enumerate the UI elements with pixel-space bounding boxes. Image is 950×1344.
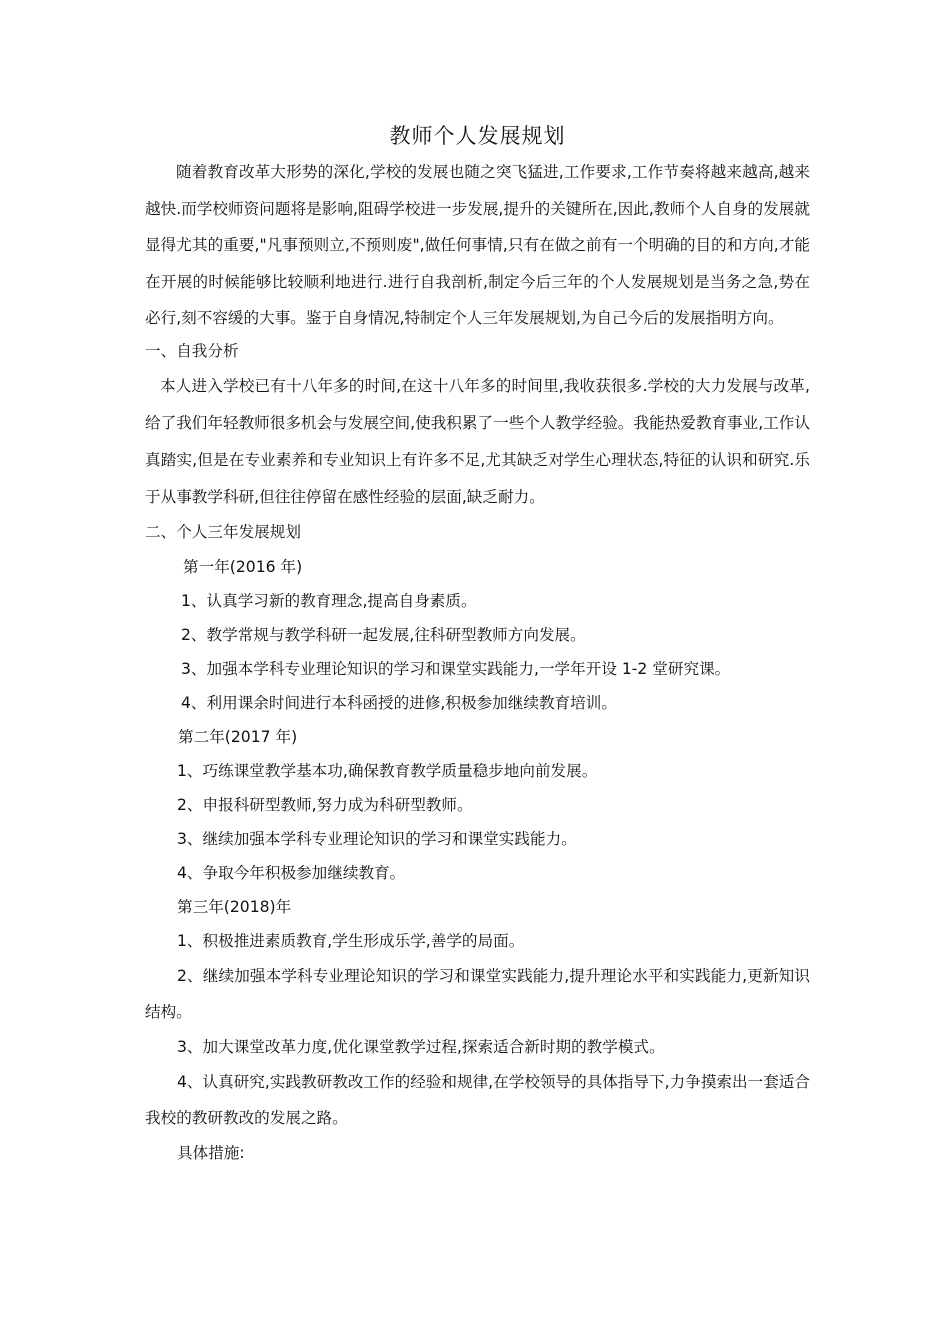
- year2-item-3: 3、继续加强本学科专业理论知识的学习和课堂实践能力。: [177, 829, 577, 848]
- year3-item-2: 2、继续加强本学科专业理论知识的学习和课堂实践能力,提升理论水平和实践能力,更新知识结构。: [145, 966, 810, 1021]
- document-content: [145, 118, 810, 1170]
- year2-label: 第二年(2017 年): [178, 727, 298, 746]
- year2-item-4: 4、争取今年积极参加继续教育。: [177, 863, 406, 882]
- year1-item-3: 3、加强本学科专业理论知识的学习和课堂实践能力,一学年开设 1-2 堂研究课。: [181, 659, 731, 678]
- year2-item-1: 1、巧练课堂教学基本功,确保教育教学质量稳步地向前发展。: [177, 761, 598, 780]
- year1-item-2: 2、教学常规与教学科研一起发展,往科研型教师方向发展。: [181, 625, 586, 644]
- section-heading-three-year-plan: 二、个人三年发展规划: [145, 522, 301, 541]
- document-title: 教师个人发展规划: [389, 124, 566, 148]
- section-heading-self-analysis: 一、自我分析: [145, 341, 239, 360]
- year2-item-2: 2、申报科研型教师,努力成为科研型教师。: [177, 795, 473, 814]
- year1-item-4: 4、利用课余时间进行本科函授的进修,积极参加继续教育培训。: [181, 693, 617, 712]
- year1-item-1: 1、认真学习新的教育理念,提高自身素质。: [181, 591, 477, 610]
- year3-item-3: 3、加大课堂改革力度,优化课堂教学过程,探索适合新时期的教学模式。: [177, 1037, 665, 1056]
- year3-item-1: 1、积极推进素质教育,学生形成乐学,善学的局面。: [177, 931, 525, 950]
- self-analysis-paragraph: 本人进入学校已有十八年多的时间,在这十八年多的时间里,我收获很多.学校的大力发展与改革,给了我们年轻教师很多机会与发展空间,使我积累了一些个人教学经验。我能热爱教育事业,工作认真踏实,但是在专业素养和专业知识上有许多不足,尤其缺乏对学生心理状态,特征的认识和研究.乐于从事教学科研,但往往停留在感性经验的层面,缺乏耐力。: [145, 376, 810, 506]
- measures-label: 具体措施:: [177, 1143, 245, 1162]
- year1-label: 第一年(2016 年): [183, 557, 303, 576]
- year3-label: 第三年(2018)年: [177, 897, 292, 916]
- year3-item-4: 4、认真研究,实践教研教改工作的经验和规律,在学校领导的具体指导下,力争摸索出一套适合我校的教研教改的发展之路。: [145, 1072, 810, 1127]
- intro-paragraph: 随着教育改革大形势的深化,学校的发展也随之突飞猛进,工作要求,工作节奏将越来越高,越来越快.而学校师资问题将是影响,阻碍学校进一步发展,提升的关键所在,因此,教师个人自身的发展就显得尤其的重要,"凡事预则立,不预则废",做任何事情,只有在做之前有一个明确的目的和方向,才能在开展的时候能够比较顺利地进行.进行自我剖析,制定今后三年的个人发展规划是当务之急,势在必行,刻不容缓的大事。鉴于自身情况,特制定个人三年发展规划,为自己今后的发展指明方向。: [145, 163, 810, 327]
